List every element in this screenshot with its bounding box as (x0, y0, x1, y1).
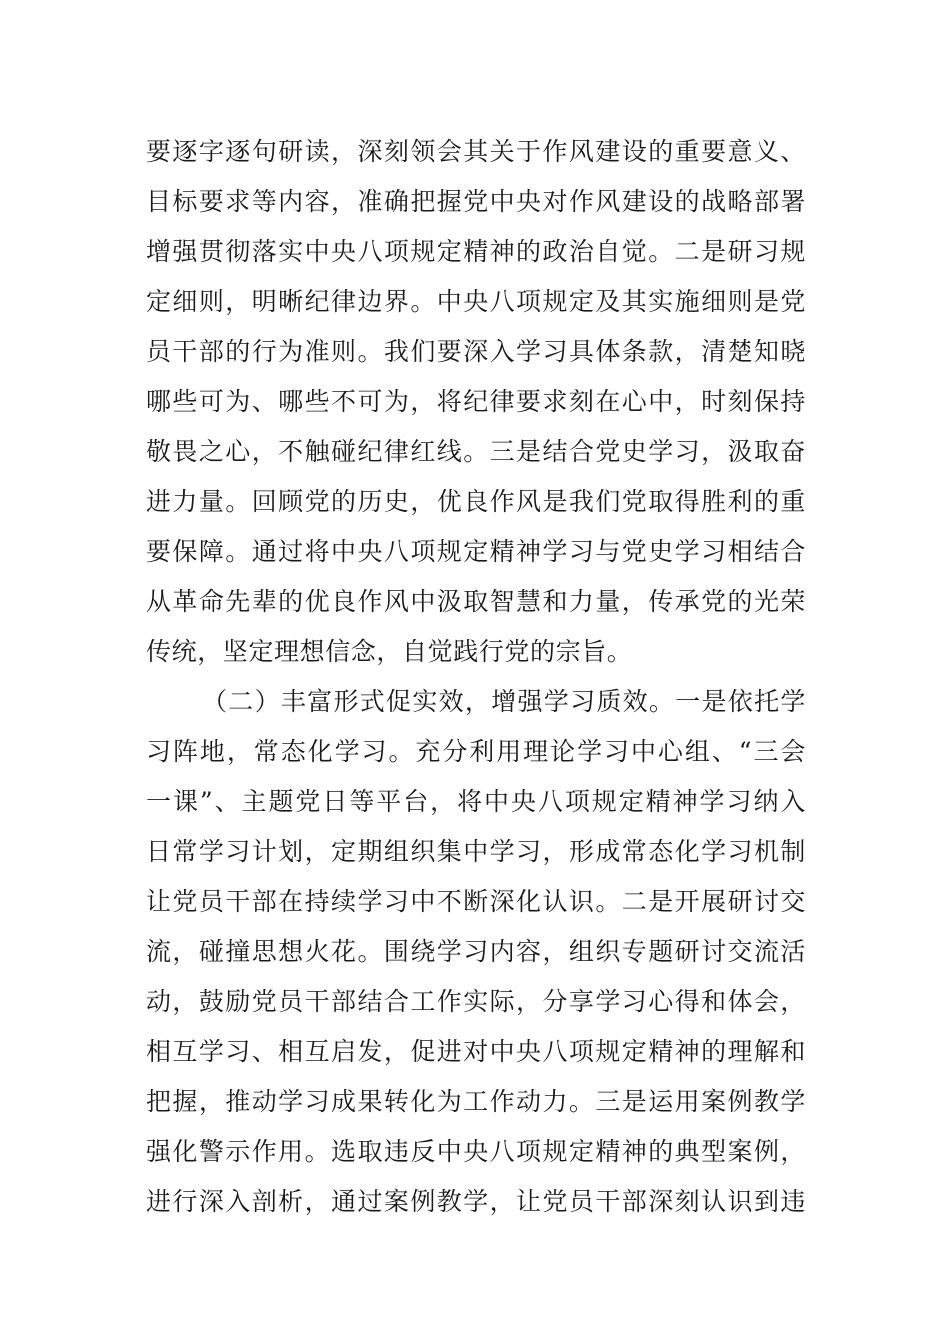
paragraph-1-line: 定细则，明晰纪律边界。中央八项规定及其实施细则是党 (146, 287, 806, 316)
paragraph-2-line: 强化警示作用。选取违反中央八项规定精神的典型案例， (146, 1137, 806, 1166)
paragraph-1-line: 敬畏之心，不触碰纪律红线。三是结合党史学习，汲取奋 (146, 437, 806, 466)
paragraph-1-line: 增强贯彻落实中央八项规定精神的政治自觉。二是研习规 (146, 237, 806, 266)
paragraph-2-line: 把握，推动学习成果转化为工作动力。三是运用案例教学 (146, 1087, 806, 1116)
paragraph-2-line: 日常学习计划，定期组织集中学习，形成常态化学习机制 (146, 837, 806, 866)
paragraph-1-line: 目标要求等内容，准确把握党中央对作风建设的战略部署 (146, 187, 806, 216)
paragraph-1-line: 要逐字逐句研读，深刻领会其关于作风建设的重要意义、 (146, 137, 806, 166)
paragraph-2-line: 相互学习、相互启发，促进对中央八项规定精神的理解和 (146, 1037, 806, 1066)
paragraph-2-line: 进行深入剖析，通过案例教学，让党员干部深刻认识到违 (146, 1187, 806, 1216)
paragraph-2-line: 让党员干部在持续学习中不断深化认识。二是开展研讨交 (146, 887, 806, 916)
paragraph-1-line: 传统，坚定理想信念，自觉践行党的宗旨。 (146, 637, 633, 666)
paragraph-2-line: 习阵地，常态化学习。充分利用理论学习中心组、“三会 (146, 737, 806, 766)
paragraph-2-line: （二）丰富形式促实效，增强学习质效。一是依托学 (202, 687, 806, 716)
paragraph-2-line: 一课”、主题党日等平台，将中央八项规定精神学习纳入 (146, 787, 806, 816)
paragraph-2-line: 动，鼓励党员干部结合工作实际，分享学习心得和体会， (146, 987, 806, 1016)
paragraph-1-line: 哪些可为、哪些不可为，将纪律要求刻在心中，时刻保持 (146, 387, 806, 416)
paragraph-2 (146, 677, 806, 1227)
paragraph-1-line: 从革命先辈的优良作风中汲取智慧和力量，传承党的光荣 (146, 587, 806, 616)
paragraph-1-line: 要保障。通过将中央八项规定精神学习与党史学习相结合 (146, 537, 806, 566)
paragraph-1-line: 员干部的行为准则。我们要深入学习具体条款，清楚知晓 (146, 337, 806, 366)
paragraph-2-line: 流，碰撞思想火花。围绕学习内容，组织专题研讨交流活 (146, 937, 806, 966)
paragraph-1 (146, 127, 806, 677)
document-body (146, 127, 806, 1227)
paragraph-1-line: 进力量。回顾党的历史，优良作风是我们党取得胜利的重 (146, 487, 806, 516)
